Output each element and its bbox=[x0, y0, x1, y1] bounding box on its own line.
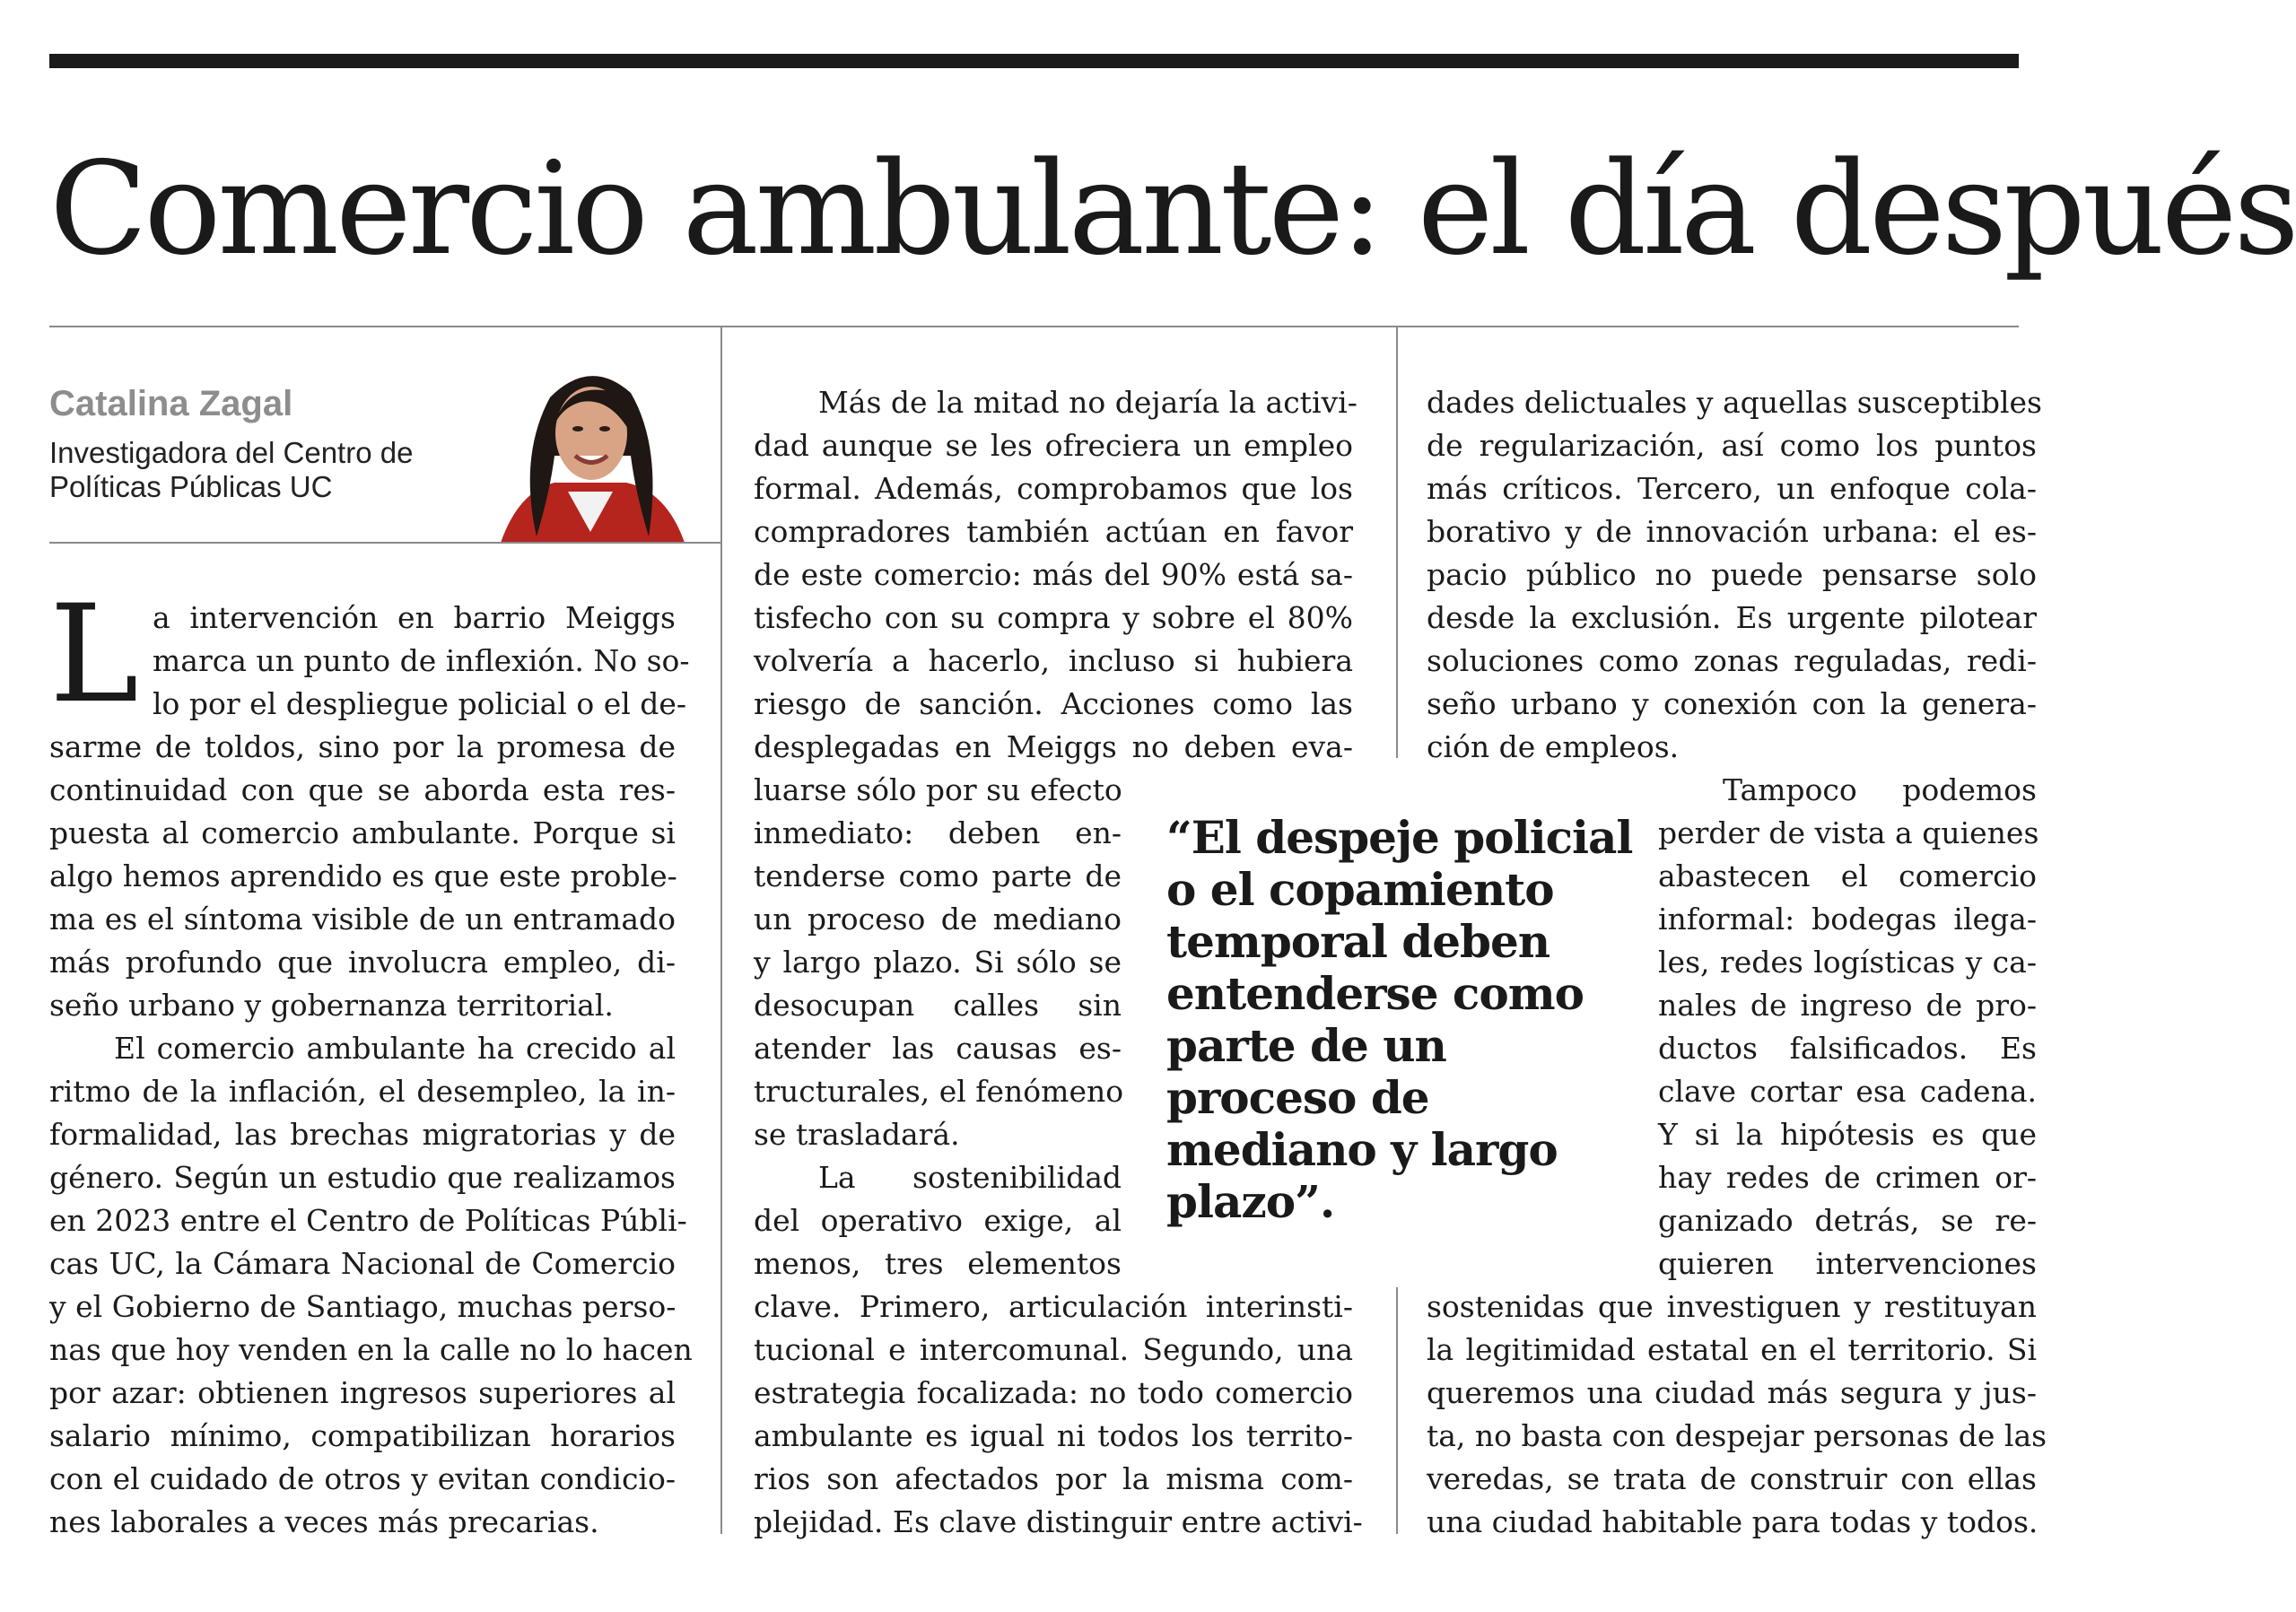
text-line: clave cortar esa cadena. bbox=[1658, 1074, 2037, 1109]
text-line: continuidad con que se aborda esta res- bbox=[49, 772, 676, 807]
column-1-intro bbox=[153, 597, 690, 726]
text-line: borativo y de innovación urbana: el es- bbox=[1427, 514, 2037, 549]
author-photo bbox=[483, 357, 698, 543]
text-line: más críticos. Tercero, un enfoque cola- bbox=[1427, 471, 2037, 506]
text-line: lo por el despliegue policial o el de- bbox=[153, 686, 687, 721]
text-line: tisfecho con su compra y sobre el 80% bbox=[754, 600, 1353, 635]
text-line: seño urbano y gobernanza territorial. bbox=[49, 988, 614, 1023]
author-rule bbox=[49, 542, 720, 544]
text-line: compradores también actúan en favor bbox=[754, 514, 1353, 549]
text-line: abastecen el comercio bbox=[1658, 858, 2037, 893]
text-line: marca un punto de inflexión. No so- bbox=[153, 643, 690, 678]
text-line: ritmo de la inflación, el desempleo, la in- bbox=[49, 1074, 676, 1109]
text-line: riesgo de sanción. Acciones como las bbox=[754, 686, 1353, 721]
text-line: de regularización, así como los puntos bbox=[1427, 428, 2037, 463]
text-line: sostenidas que investiguen y restituyan bbox=[1427, 1289, 2037, 1324]
pull-quote-line: o el copamiento bbox=[1166, 863, 1554, 916]
author-role-line: Investigadora del Centro de bbox=[49, 436, 414, 469]
text-line: del operativo exige, al bbox=[754, 1203, 1122, 1238]
pull-quote-line: proceso de bbox=[1166, 1071, 1429, 1124]
drop-cap: L bbox=[49, 577, 139, 733]
pull-quote-line: “El despeje policial bbox=[1166, 811, 1633, 864]
text-line: de este comercio: más del 90% está sa- bbox=[754, 557, 1353, 592]
text-line: ción de empleos. bbox=[1427, 729, 1680, 764]
text-line: y largo plazo. Si sólo se bbox=[754, 945, 1122, 980]
text-line: queremos una ciudad más segura y jus- bbox=[1427, 1375, 2037, 1410]
text-line: La sostenibilidad bbox=[818, 1160, 1122, 1195]
text-line: seño urbano y conexión con la genera- bbox=[1427, 686, 2037, 721]
text-line: Tampoco podemos bbox=[1723, 772, 2037, 807]
text-line: clave. Primero, articulación interinsti- bbox=[754, 1289, 1353, 1324]
text-line: volvería a hacerlo, incluso si hubiera bbox=[754, 643, 1353, 678]
text-line: dad aunque se les ofreciera un empleo bbox=[754, 428, 1353, 463]
text-line: nes laborales a veces más precarias. bbox=[49, 1504, 599, 1539]
text-line: soluciones como zonas reguladas, redi- bbox=[1427, 643, 2037, 678]
text-line: en 2023 entre el Centro de Políticas Públi- bbox=[49, 1203, 687, 1238]
text-line: perder de vista a quienes bbox=[1658, 815, 2039, 850]
text-line: inmediato: deben en- bbox=[754, 815, 1122, 850]
column-divider-2-top bbox=[1396, 327, 1398, 758]
text-line: cas UC, la Cámara Nacional de Comercio bbox=[49, 1246, 676, 1281]
text-line: nales de ingreso de pro- bbox=[1658, 988, 2037, 1023]
text-line: ta, no basta con despejar personas de las bbox=[1427, 1418, 2047, 1453]
text-line: tructurales, el fenómeno bbox=[754, 1074, 1124, 1109]
text-line: salario mínimo, compatibilizan horarios bbox=[49, 1418, 676, 1453]
text-line: tenderse como parte de bbox=[754, 858, 1122, 893]
column-divider-1 bbox=[720, 327, 722, 1534]
text-line: hay redes de crimen or- bbox=[1658, 1160, 2037, 1195]
text-line: un proceso de mediano bbox=[754, 902, 1122, 937]
column-3-top bbox=[1427, 381, 2042, 769]
pull-quote-line: entenderse como bbox=[1166, 967, 1584, 1020]
text-line: ambulante es igual ni todos los territo- bbox=[754, 1418, 1353, 1453]
author-portrait-illustration bbox=[483, 357, 698, 543]
text-line: El comercio ambulante ha crecido al bbox=[114, 1031, 676, 1066]
pull-quote-line: plazo”. bbox=[1166, 1175, 1335, 1228]
pull-quote bbox=[1166, 812, 1633, 1228]
pull-quote-line: temporal deben bbox=[1166, 915, 1550, 968]
text-line: Más de la mitad no dejaría la activi- bbox=[818, 385, 1358, 420]
text-line: ma es el síntoma visible de un entramado bbox=[49, 902, 676, 937]
text-line: plejidad. Es clave distinguir entre activi- bbox=[754, 1504, 1363, 1539]
text-line: rios son afectados por la misma com- bbox=[754, 1461, 1353, 1496]
column-2-bottom bbox=[754, 1285, 1363, 1544]
text-line: desocupan calles sin bbox=[754, 988, 1122, 1023]
column-1-body bbox=[49, 726, 693, 1544]
text-line: ganizado detrás, se re- bbox=[1658, 1203, 2037, 1238]
text-line: formal. Además, comprobamos que los bbox=[754, 471, 1353, 506]
text-line: desplegadas en Meiggs no deben eva- bbox=[754, 729, 1353, 764]
pull-quote-line: mediano y largo bbox=[1166, 1123, 1558, 1176]
text-line: informal: bodegas ilega- bbox=[1658, 902, 2037, 937]
text-line: dades delictuales y aquellas susceptibles bbox=[1427, 385, 2042, 420]
column-3-bottom bbox=[1427, 1285, 2047, 1544]
text-line: formalidad, las brechas migratorias y de bbox=[49, 1117, 676, 1152]
headline: Comercio ambulante: el día después bbox=[49, 134, 2296, 283]
text-line: una ciudad habitable para todas y todos. bbox=[1427, 1504, 2038, 1539]
text-line: algo hemos aprendido es que este proble- bbox=[49, 858, 677, 893]
author-role bbox=[49, 436, 534, 504]
text-line: la legitimidad estatal en el territorio. Si bbox=[1427, 1332, 2037, 1367]
author-role-line: Políticas Públicas UC bbox=[49, 470, 333, 503]
text-line: Y si la hipótesis es que bbox=[1658, 1117, 2037, 1152]
text-line: nas que hoy venden en la calle no lo hacen bbox=[49, 1332, 693, 1367]
text-line: estrategia focalizada: no todo comercio bbox=[754, 1375, 1353, 1410]
headline-rule bbox=[49, 326, 2019, 327]
column-2-narrow bbox=[754, 769, 1122, 1285]
column-3-narrow bbox=[1658, 769, 2037, 1285]
text-line: tucional e intercomunal. Segundo, una bbox=[754, 1332, 1353, 1367]
text-line: y el Gobierno de Santiago, muchas perso- bbox=[49, 1289, 677, 1324]
text-line: atender las causas es- bbox=[754, 1031, 1122, 1066]
text-line: puesta al comercio ambulante. Porque si bbox=[49, 815, 676, 850]
text-line: con el cuidado de otros y evitan condicio- bbox=[49, 1461, 676, 1496]
text-line: menos, tres elementos bbox=[754, 1246, 1122, 1281]
text-line: luarse sólo por su efecto bbox=[754, 772, 1122, 807]
pull-quote-line: parte de un bbox=[1166, 1019, 1446, 1072]
column-2-top bbox=[754, 381, 1358, 769]
author-name: Catalina Zagal bbox=[49, 384, 293, 423]
text-line: les, redes logísticas y ca- bbox=[1658, 945, 2037, 980]
text-line: pacio público no puede pensarse solo bbox=[1427, 557, 2037, 592]
column-divider-2-bottom bbox=[1396, 1287, 1398, 1534]
text-line: desde la exclusión. Es urgente pilotear bbox=[1427, 600, 2037, 635]
text-line: género. Según un estudio que realizamos bbox=[49, 1160, 676, 1195]
text-line: ductos falsificados. Es bbox=[1658, 1031, 2037, 1066]
text-line: quieren intervenciones bbox=[1658, 1246, 2037, 1281]
text-line: a intervención en barrio Meiggs bbox=[153, 600, 676, 635]
text-line: más profundo que involucra empleo, di- bbox=[49, 945, 676, 980]
text-line: por azar: obtienen ingresos superiores al bbox=[49, 1375, 676, 1410]
text-line: veredas, se trata de construir con ellas bbox=[1427, 1461, 2037, 1496]
text-line: se trasladará. bbox=[754, 1117, 960, 1152]
top-rule bbox=[49, 54, 2019, 68]
text-line: sarme de toldos, sino por la promesa de bbox=[49, 729, 676, 764]
